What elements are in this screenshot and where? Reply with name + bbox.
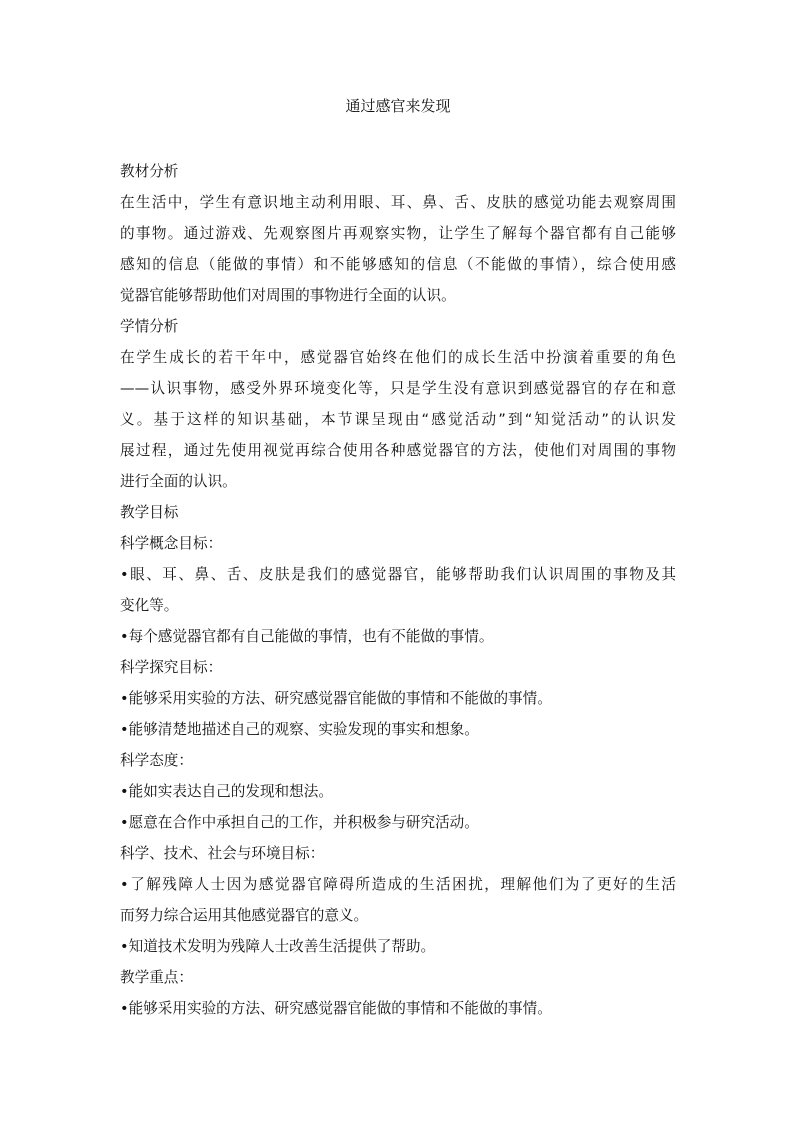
text-line: 觉器官能够帮助他们对周围的事物进行全面的认识。 [120,287,456,304]
text-line: 的事物。通过游戏、先观察图片再观察实物，让学生了解每个器官都有自己能够 [120,225,676,242]
text-line: •能够清楚地描述自己的观察、实验发现的事实和想象。 [120,721,479,738]
text-line: 在生活中，学生有意识地主动利用眼、耳、鼻、舌、皮肤的感觉功能去观察周围 [120,194,676,211]
document-body [120,156,676,1024]
text-line: •了解残障人士因为感觉器官障碍所造成的生活困扰，理解他们为了更好的生活 [120,876,676,893]
text-line: 科学、技术、社会与环境目标： [120,845,325,862]
text-line: •每个感觉器官都有自己能做的事情，也有不能做的事情。 [120,628,494,645]
text-line: •能如实表达自己的发现和想法。 [120,783,333,800]
text-line: 进行全面的认识。 [120,473,237,490]
text-line: ——认识事物，感受外界环境变化等，只是学生没有意识到感觉器官的存在和意 [120,380,676,397]
text-line: 义。基于这样的知识基础，本节课呈现由“感觉活动”到“知觉活动”的认识发 [120,411,676,428]
text-line: 而努力综合运用其他感觉器官的意义。 [120,907,369,924]
text-line: •愿意在合作中承担自己的工作，并积极参与研究活动。 [120,814,479,831]
text-line: 科学态度： [120,752,193,769]
text-line: •能够采用实验的方法、研究感觉器官能做的事情和不能做的事情。 [120,1000,552,1017]
text-line: 展过程，通过先使用视觉再综合使用各种感觉器官的方法，使他们对周围的事物 [120,442,676,459]
text-line: 科学概念目标： [120,535,223,552]
document-title: 通过感官来发现 [345,97,451,115]
text-line: 教材分析 [120,163,179,180]
text-line: 在学生成长的若干年中，感觉器官始终在他们的成长生活中扮演着重要的角色 [120,349,676,366]
text-line: 教学目标 [120,504,179,521]
text-line: •眼、耳、鼻、舌、皮肤是我们的感觉器官，能够帮助我们认识周围的事物及其 [120,566,676,583]
text-line: 变化等。 [120,597,179,614]
text-line: 感知的信息（能做的事情）和不能够感知的信息（不能做的事情），综合使用感 [120,256,676,273]
text-line: 学情分析 [120,318,179,335]
text-line: •能够采用实验的方法、研究感觉器官能做的事情和不能做的事情。 [120,690,552,707]
text-line: •知道技术发明为残障人士改善生活提供了帮助。 [120,938,436,955]
text-line: 教学重点： [120,969,193,986]
text-line: 科学探究目标： [120,659,223,676]
